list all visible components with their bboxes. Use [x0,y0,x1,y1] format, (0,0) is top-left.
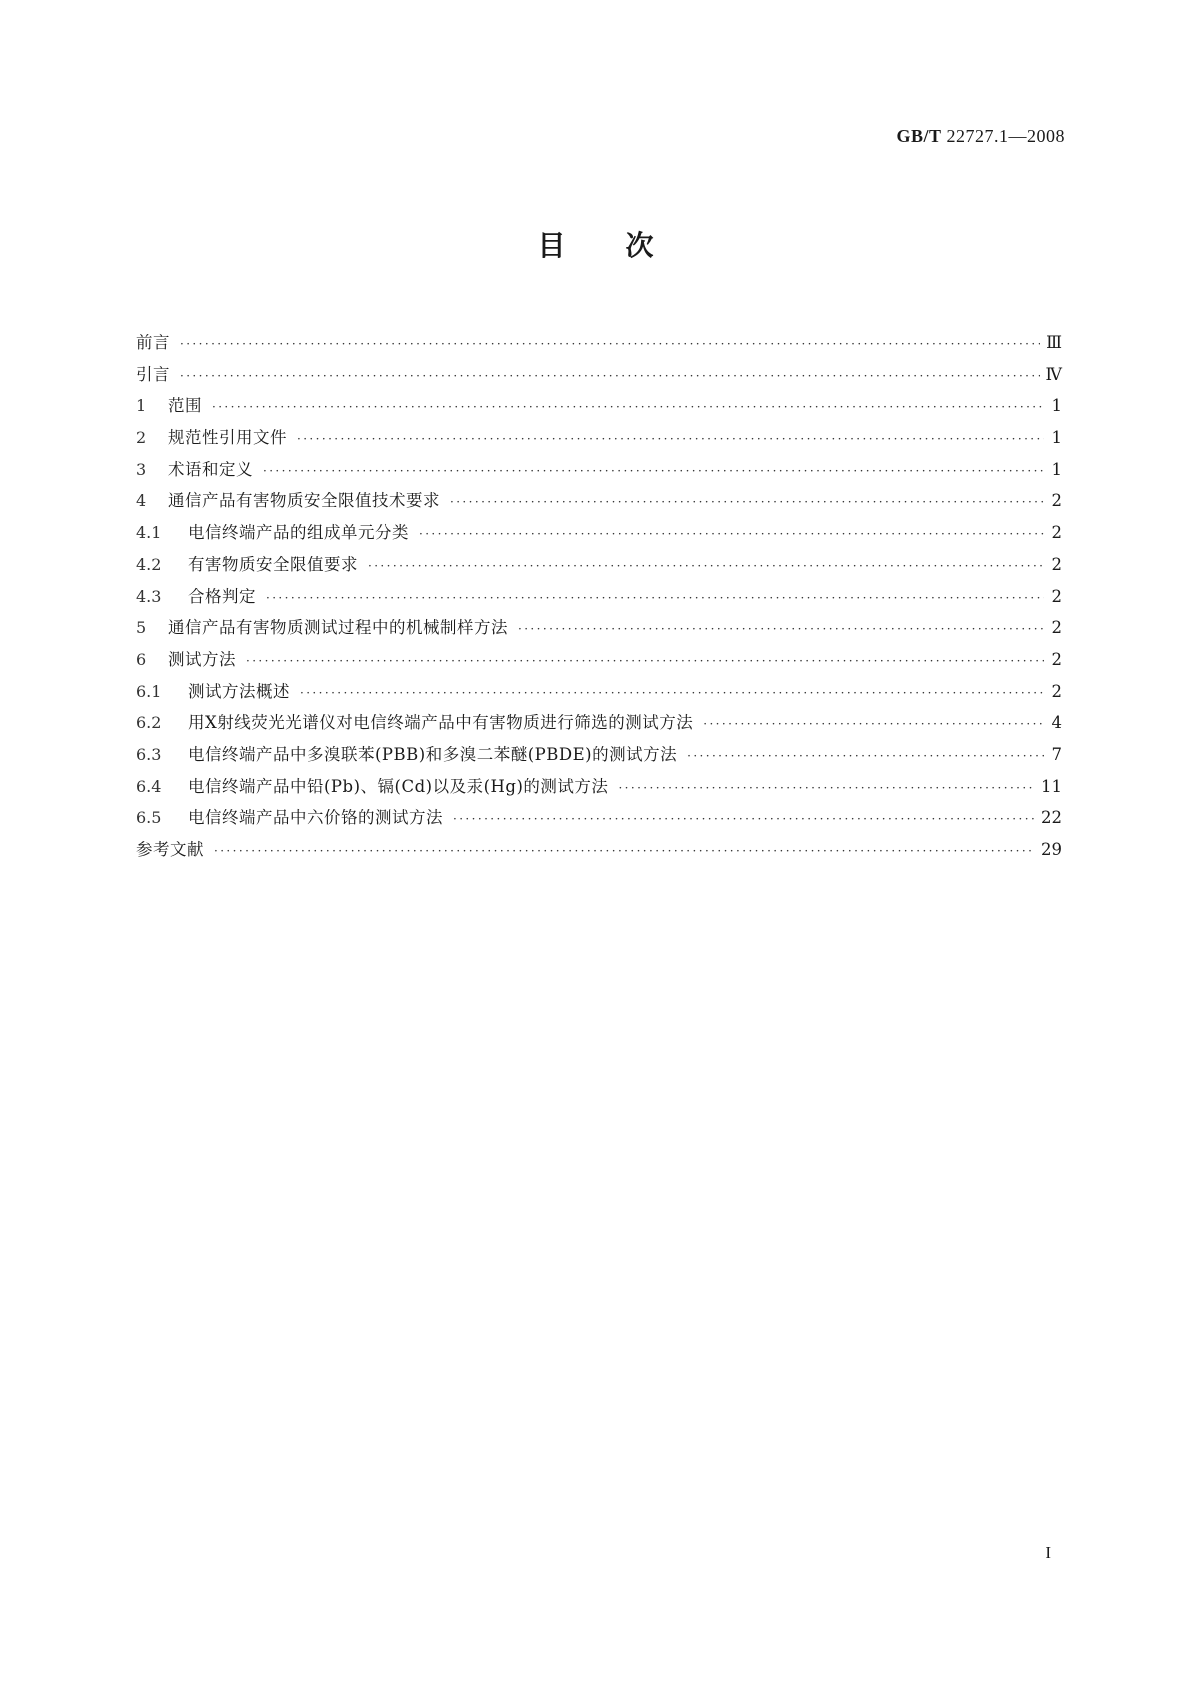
toc-entry-page: 7 [1051,744,1062,764]
dot-leader [180,329,1040,361]
dot-leader [212,392,1044,424]
toc-entry-number: 4 [136,491,147,511]
toc-entry-page: 2 [1051,523,1062,543]
dot-leader [300,678,1044,710]
toc-entry-page: 11 [1041,776,1062,796]
toc-entry-foreword[interactable] [136,327,1062,359]
toc-title: 目次 [537,229,714,262]
dot-leader [703,709,1044,741]
toc-entry-page: 1 [1051,459,1062,479]
toc-entry-label: 引言 [136,364,170,384]
toc-entry-page: Ⅲ [1046,333,1062,352]
dot-leader [518,614,1044,646]
toc-entry-number: 6.2 [136,713,162,733]
toc-entry-number: 6.5 [136,808,162,828]
dot-leader [453,804,1035,836]
toc-entry-4[interactable] [136,485,1062,517]
toc-entry-5[interactable] [136,612,1062,644]
toc-entry-label: 范围 [168,396,202,416]
toc-entry-label: 用X射线荧光光谱仪对电信终端产品中有害物质进行筛选的测试方法 [188,713,694,733]
toc-entry-page: 29 [1041,840,1062,859]
table-of-contents [136,327,1062,866]
dot-leader [618,773,1035,805]
toc-entry-label: 电信终端产品中铅(Pb)、镉(Cd)以及汞(Hg)的测试方法 [188,776,609,796]
toc-entry-number: 6.3 [136,744,162,764]
toc-entry-label: 前言 [136,333,170,352]
toc-entry-page: 2 [1051,554,1062,574]
toc-entry-page: 2 [1051,491,1062,511]
dot-leader [687,741,1044,773]
toc-entry-label: 测试方法 [168,649,236,669]
toc-entry-3[interactable] [136,454,1062,486]
standard-number-value: 22727.1—2008 [946,126,1065,146]
toc-entry-number: 6.1 [136,681,162,701]
toc-entry-label: 参考文献 [136,840,204,859]
toc-entry-label: 电信终端产品的组成单元分类 [188,523,409,543]
toc-entry-number: 3 [136,459,147,479]
toc-entry-4-1[interactable] [136,517,1062,549]
toc-entry-6[interactable] [136,644,1062,676]
toc-entry-page: 22 [1041,808,1062,828]
toc-entry-6-5[interactable] [136,802,1062,834]
dot-leader [266,583,1044,615]
toc-entry-label: 电信终端产品中多溴联苯(PBB)和多溴二苯醚(PBDE)的测试方法 [188,744,678,764]
toc-entry-label: 合格判定 [188,586,256,606]
toc-entry-number: 2 [136,428,147,448]
toc-entry-page: 2 [1051,618,1062,638]
toc-entry-6-1[interactable] [136,676,1062,708]
dot-leader [214,836,1035,868]
toc-entry-page: Ⅳ [1045,364,1062,384]
dot-leader [419,519,1044,551]
toc-entry-6-3[interactable] [136,739,1062,771]
toc-entry-label: 有害物质安全限值要求 [188,554,358,574]
toc-entry-number: 4.3 [136,586,162,606]
toc-entry-4-2[interactable] [136,549,1062,581]
toc-entry-number: 1 [136,396,147,416]
toc-entry-2[interactable] [136,422,1062,454]
dot-leader [368,551,1044,583]
toc-entry-page: 2 [1051,681,1062,701]
toc-entry-number: 4.1 [136,523,162,543]
page-number: I [1045,1543,1051,1562]
toc-entry-6-4[interactable] [136,771,1062,803]
dot-leader [180,361,1040,393]
toc-entry-label: 电信终端产品中六价铬的测试方法 [188,808,443,828]
toc-entry-bibliography[interactable] [136,834,1062,866]
dot-leader [297,424,1044,456]
toc-entry-number: 6.4 [136,776,162,796]
toc-entry-label: 规范性引用文件 [168,428,287,448]
toc-entry-number: 6 [136,649,147,669]
dot-leader [263,456,1044,488]
toc-entry-page: 2 [1051,649,1062,669]
toc-entry-label: 通信产品有害物质安全限值技术要求 [168,491,440,511]
toc-entry-6-2[interactable] [136,707,1062,739]
toc-entry-introduction[interactable] [136,359,1062,391]
dot-leader [450,487,1044,519]
toc-entry-label: 测试方法概述 [188,681,290,701]
toc-entry-number: 4.2 [136,554,162,574]
toc-entry-label: 术语和定义 [168,459,253,479]
dot-leader [246,646,1044,678]
toc-entry-page: 4 [1051,713,1062,733]
toc-entry-page: 2 [1051,586,1062,606]
toc-entry-page: 1 [1051,428,1062,448]
toc-entry-label: 通信产品有害物质测试过程中的机械制样方法 [168,618,508,638]
toc-entry-number: 5 [136,618,147,638]
standard-number [896,126,1065,147]
toc-entry-4-3[interactable] [136,581,1062,613]
toc-entry-1[interactable] [136,390,1062,422]
toc-entry-page: 1 [1051,396,1062,416]
standard-code: GB/T [896,126,942,146]
